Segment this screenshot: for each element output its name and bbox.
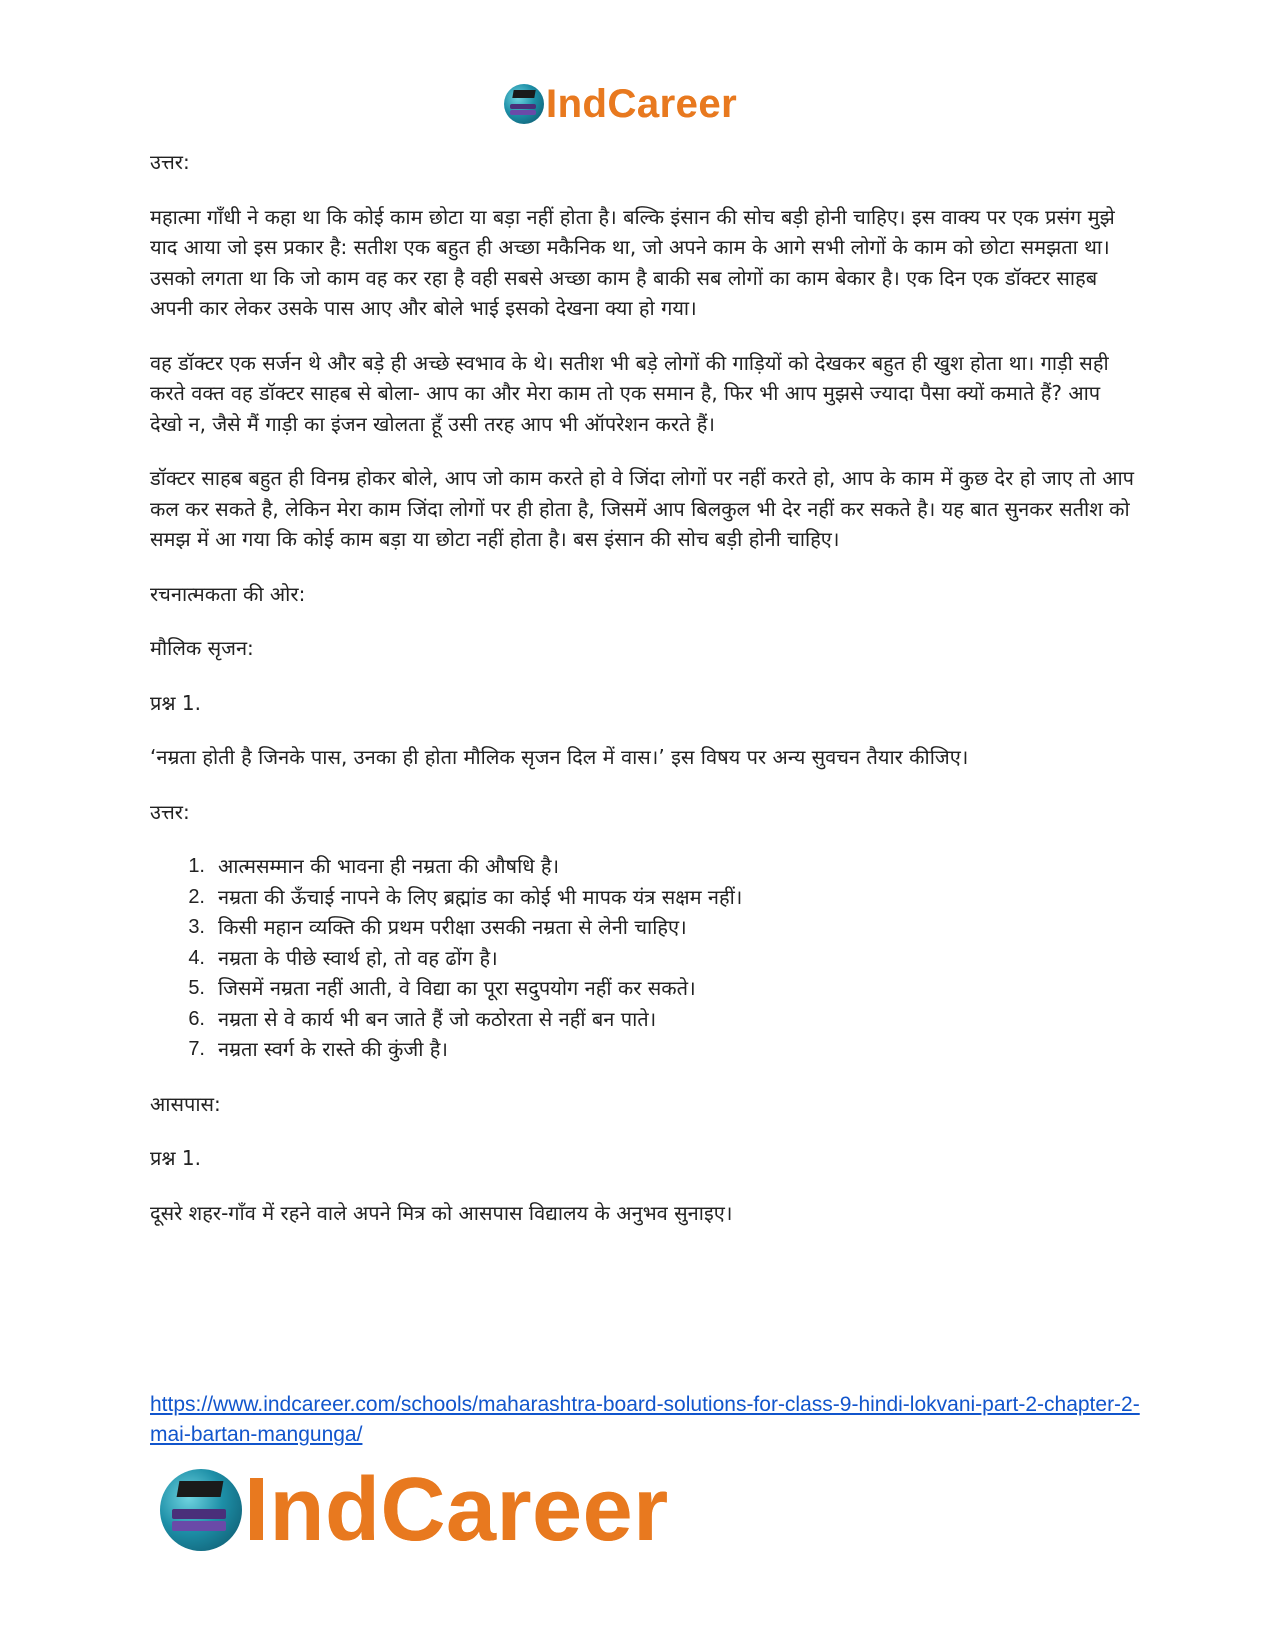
answer-paragraph-2: वह डॉक्टर एक सर्जन थे और बड़े ही अच्छे स्वभाव के थे। सतीश भी बड़े लोगों की गाड़ियों को देखकर बहुत ही खुश होता था। गाड़ी सही करते वक्त वह डॉक्टर साहब से बोला- आप का और मेरा काम तो एक समान है, फिर भी आप मुझसे ज्यादा पैसा क्यों कमाते हैं? आप देखो न, जैसे मैं गाड़ी का इंजन खोलता हूँ उसी तरह आप भी ऑपरेशन करते हैं। — [150, 350, 1109, 436]
question-text: दूसरे शहर-गाँव में रहने वाले अपने मित्र को आसपास विद्यालय के अनुभव सुनाइए। — [150, 1200, 733, 1225]
answer-paragraph-1: महात्मा गाँधी ने कहा था कि कोई काम छोटा या बड़ा नहीं होता है। बल्कि इंसान की सोच बड़ी होनी चाहिए। इस वाक्य पर एक प्रसंग मुझे याद आया जो इस प्रकार है: सतीश एक बहुत ही अच्छा मकैनिक था, जो अपने काम के आगे सभी लोगों के काम को छोटा समझता था। उसको लगता था कि जो काम वह कर रहा है वही सबसे अच्छा काम है बाकी सब लोगों का काम बेकार है। एक दिन एक डॉक्टर साहब अपनी कार लेकर उसके पास आए और बोले भाई इसको देखना क्या हो गया। — [150, 204, 1115, 320]
question-text: ‘नम्रता होती है जिनके पास, उनका ही होता मौलिक सृजन दिल में वास।’ इस विषय पर अन्य सुवचन तैयार कीजिए। — [150, 745, 969, 769]
answer-list — [178, 851, 1135, 1065]
list-item: 3. किसी महान व्यक्ति की प्रथम परीक्षा उसकी नम्रता से लेनी चाहिए। — [188, 915, 687, 939]
question-label: प्रश्न 1. — [150, 1146, 201, 1170]
section-heading-creativity: रचनात्मकता की ओर: — [150, 581, 306, 606]
list-item: 1. आत्मसम्मान की भावना ही नम्रता की औषधि है। — [188, 854, 560, 878]
logo-wordmark: IndCareer — [546, 82, 738, 126]
list-item: 4. नम्रता के पीछे स्वार्थ हो, तो वह ढोंग है। — [188, 945, 498, 970]
answer-label: उत्तर: — [150, 799, 190, 824]
section-heading-surroundings: आसपास: — [150, 1091, 221, 1116]
globe-graduation-cap-icon — [160, 1469, 242, 1551]
question-label: प्रश्न 1. — [150, 690, 201, 715]
section-heading-original-creation: मौलिक सृजन: — [150, 636, 254, 660]
indcareer-logo-footer — [160, 1462, 669, 1558]
answer-paragraph-3: डॉक्टर साहब बहुत ही विनम्र होकर बोले, आप जो काम करते हो वे जिंदा लोगों पर नहीं करते हो, आप के काम में कुछ देर हो जाए तो आप कल कर सकते है, लेकिन मेरा काम जिंदा लोगों पर ही होता है, जिसमें आप बिलकुल भी देर नहीं कर सकते है। यह बात सुनकर सतीश को समझ में आ गया कि कोई काम बड़ा या छोटा नहीं होता है। बस इंसान की सोच बड़ी होनी चाहिए। — [150, 466, 1135, 551]
list-item: 2. नम्रता की ऊँचाई नापने के लिए ब्रह्मांड का कोई भी मापक यंत्र सक्षम नहीं। — [188, 884, 743, 909]
list-item: 7. नम्रता स्वर्ग के रास्ते की कुंजी है। — [188, 1037, 448, 1061]
source-link[interactable]: https://www.indcareer.com/schools/maharashtra-board-solutions-for-class-9-hindi-lokvani-part-2-chapter-2-mai-bartan-mangunga/ — [150, 1393, 1140, 1446]
logo-wordmark: IndCareer — [244, 1460, 669, 1560]
globe-graduation-cap-icon — [504, 84, 544, 124]
answer-label: उत्तर: — [150, 150, 190, 174]
main-content — [150, 147, 1135, 1228]
list-item: 5. जिसमें नम्रता नहीं आती, वे विद्या का पूरा सदुपयोग नहीं कर सकते। — [188, 976, 696, 1000]
list-item: 6. नम्रता से वे कार्य भी बन जाते हैं जो कठोरता से नहीं बन पाते। — [188, 1006, 657, 1031]
indcareer-logo-header — [504, 80, 737, 128]
